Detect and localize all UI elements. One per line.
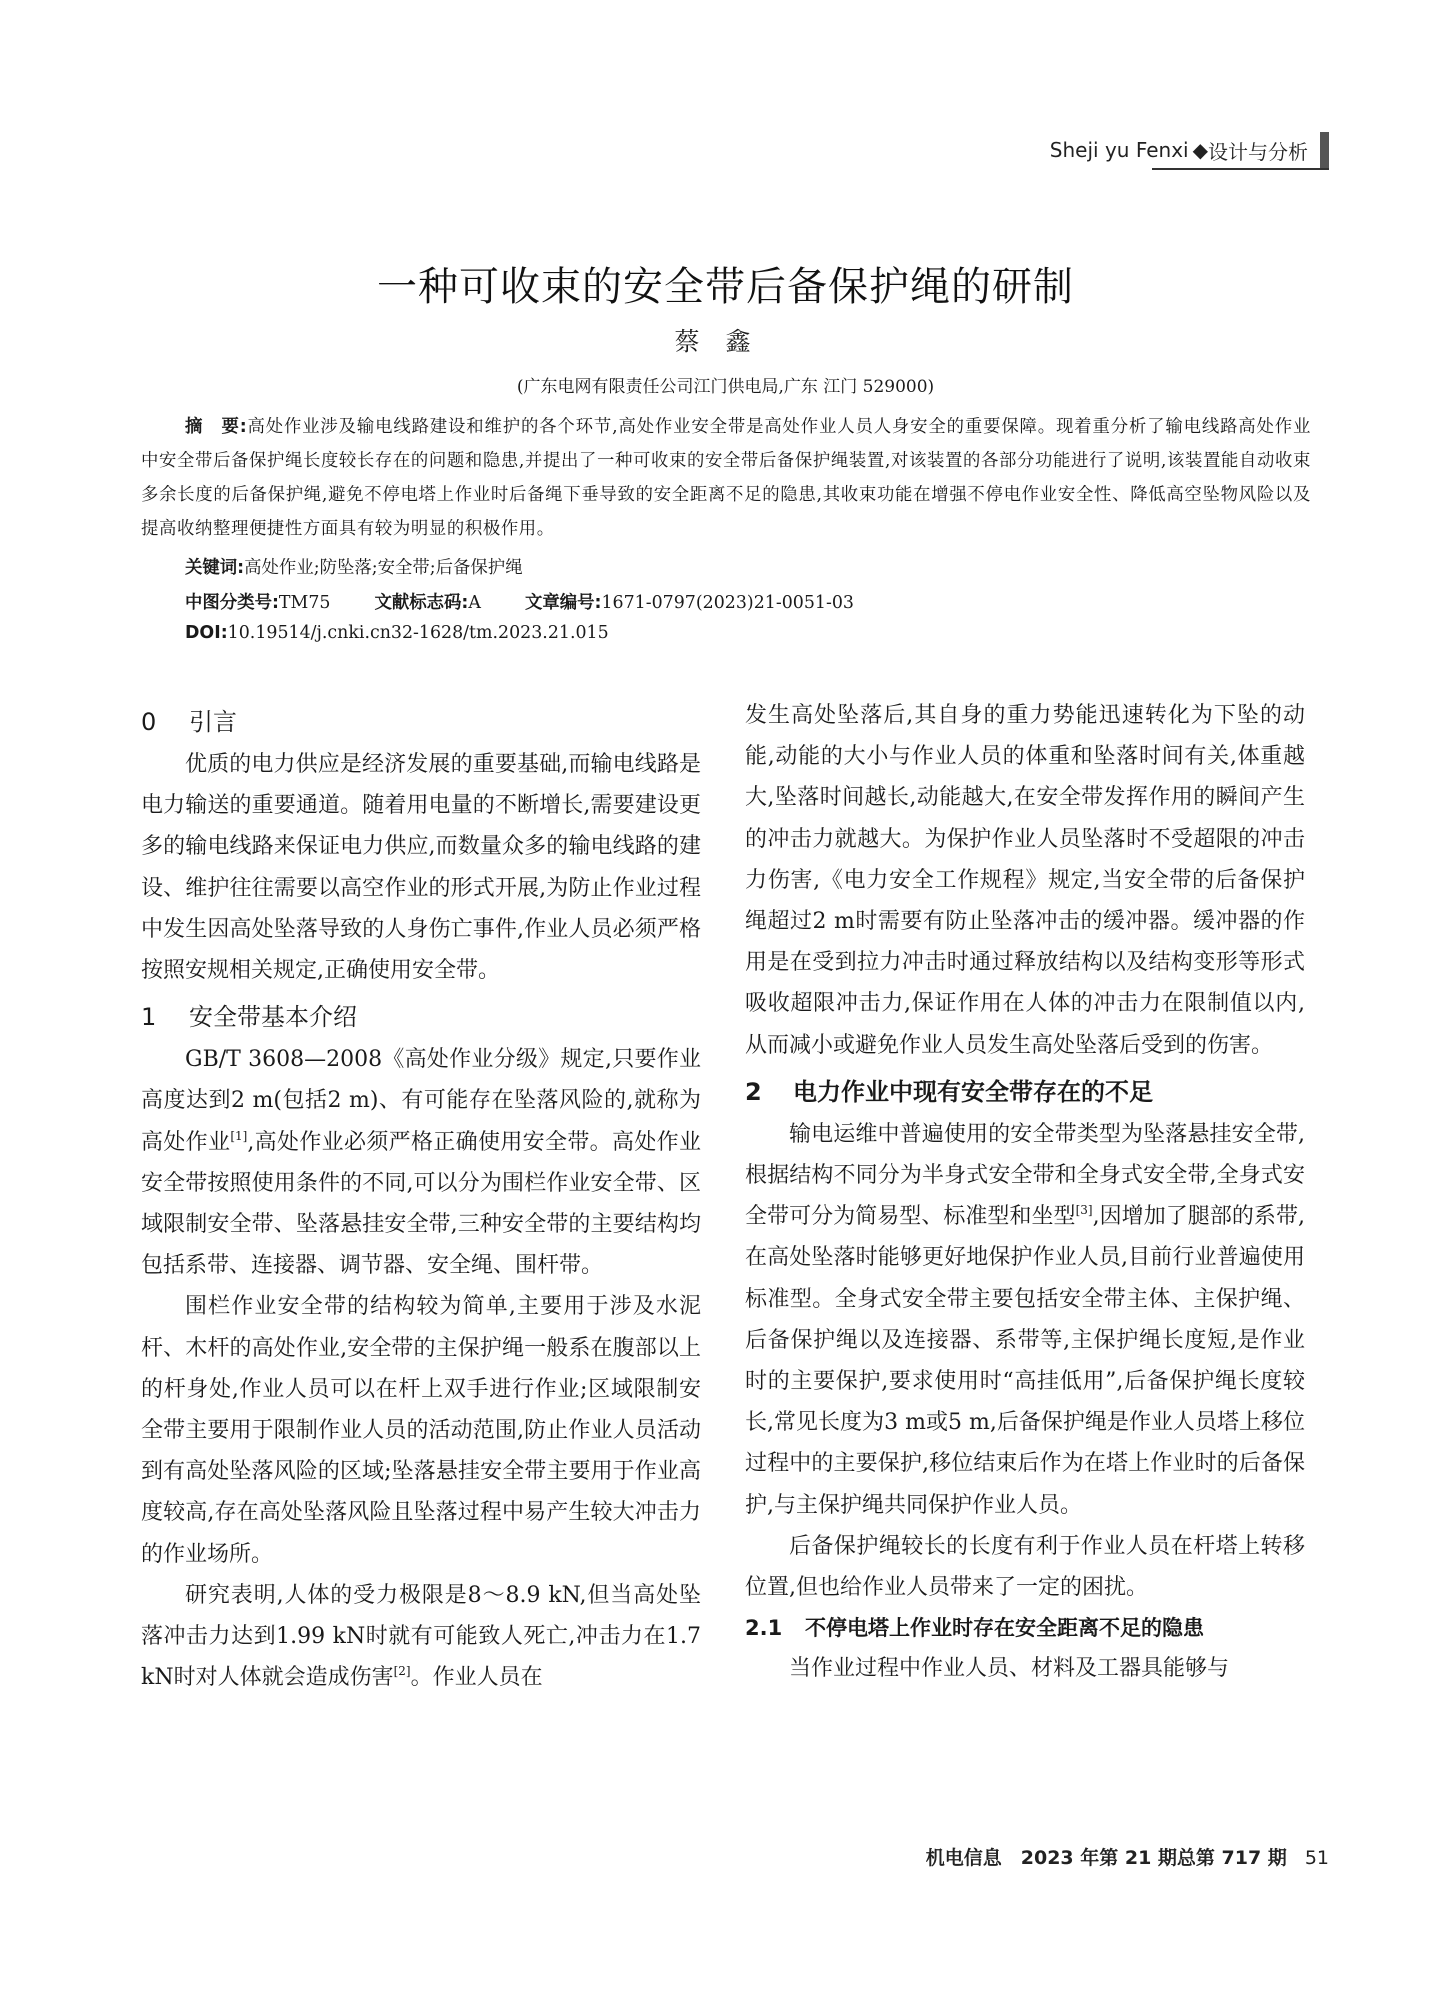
- section-name: 设计与分析: [1208, 139, 1308, 164]
- doc-code-value: A: [468, 593, 481, 613]
- section-1-number: 1: [141, 1003, 157, 1032]
- paragraph: 后备保护绳较长的长度有利于作业人员在杆塔上转移位置,但也给作业人员带来了一定的困扰。: [745, 1533, 1305, 1601]
- keywords: [185, 553, 523, 578]
- citation: [2]: [393, 1664, 411, 1679]
- paragraph: 当作业过程中作业人员、材料及工器具能够与: [789, 1656, 1230, 1682]
- section-2-1-number: 2.1: [745, 1616, 783, 1641]
- doc-code-label: 文献标志码:: [374, 593, 469, 613]
- abstract: [141, 410, 1311, 546]
- paragraph-text: 输电运维中普遍使用的安全带类型为坠落悬挂安全带,根据结构不同分为半身式安全带和全身式安全带,全身式安全带可分为简易型、标准型和坐型: [745, 1121, 1305, 1230]
- doi-label: DOI:: [185, 623, 228, 643]
- section-0-number: 0: [141, 708, 157, 736]
- paper-title: 一种可收束的安全带后备保护绳的研制: [377, 264, 1074, 310]
- paragraph: [745, 1114, 1305, 1526]
- header-bar: [1320, 132, 1329, 168]
- paragraph: [141, 1039, 701, 1286]
- section-2-1-title: 不停电塔上作业时存在安全距离不足的隐患: [805, 1616, 1204, 1641]
- keywords-text: 高处作业;防坠落;安全带;后备保护绳: [244, 558, 523, 578]
- page-footer: [926, 1843, 1329, 1870]
- affiliation: (广东电网有限责任公司江门供电局,广东 江门 529000): [516, 377, 935, 397]
- article-number-label: 文章编号:: [524, 593, 602, 613]
- running-header: [1050, 130, 1329, 170]
- section-2-number: 2: [745, 1077, 762, 1106]
- section-2-heading: [745, 1070, 1305, 1114]
- section-2-1-heading: [745, 1608, 1305, 1648]
- diamond-icon: ◆: [1192, 138, 1208, 162]
- citation: [1]: [230, 1128, 248, 1143]
- journal-pinyin: Sheji yu Fenxi: [1049, 138, 1189, 162]
- paragraph-text: ,因增加了腿部的系带,在高处坠落时能够更好地保护作业人员,目前行业普遍使用标准型。全身式安全带主要包括安全带主体、主保护绳、后备保护绳以及连接器、系带等,主保护绳长度短,是作业时的主要保护,要求使用时“高挂低用”,后备保护绳长度较长,常见长度为3 m或5 m,后备保护绳是作业人员塔上移位过程中的主要保护,移位结束后作为在塔上作业时的后备保护,与主保护绳共同保护作业人员。: [745, 1204, 1305, 1518]
- abstract-label: 摘 要:: [185, 417, 248, 437]
- clc-label: 中图分类号:: [185, 593, 279, 613]
- doi: [185, 623, 609, 643]
- section-1-heading: [141, 995, 701, 1039]
- classification: [185, 588, 854, 613]
- abstract-text: 高处作业涉及输电线路建设和维护的各个环节,高处作业安全带是高处作业人员人身安全的重要保障。现着重分析了输电线路高处作业中安全带后备保护绳长度较长存在的问题和隐患,并提出了一种可收束的安全带后备保护绳装置,对该装置的各部分功能进行了说明,该装置能自动收束多余长度的后备保护绳,避免不停电塔上作业时后备绳下垂导致的安全距离不足的隐患,其收束功能在增强不停电作业安全性、降低高空坠物风险以及提高收纳整理便捷性方面具有较为明显的积极作用。: [141, 417, 1311, 539]
- paragraph: [141, 1575, 701, 1699]
- paragraph: 优质的电力供应是经济发展的重要基础,而输电线路是电力输送的重要通道。随着用电量的不断增长,需要建设更多的输电线路来保证电力供应,而数量众多的输电线路的建设、维护往往需要以高空作业的形式开展,为防止作业过程中发生因高处坠落导致的人身伤亡事件,作业人员必须严格按照安规相关规定,正确使用安全带。: [141, 752, 701, 984]
- left-column: [141, 700, 701, 1698]
- keywords-label: 关键词:: [185, 558, 245, 578]
- section-2-title: 电力作业中现有安全带存在的不足: [793, 1077, 1153, 1106]
- article-number-value: 1671-0797(2023)21-0051-03: [601, 593, 854, 613]
- header-rule: [1152, 168, 1329, 170]
- footer-journal: 机电信息 2023 年第 21 期总第 717 期: [925, 1847, 1287, 1869]
- page-number: 51: [1304, 1847, 1329, 1869]
- section-1-title: 安全带基本介绍: [189, 1003, 357, 1032]
- citation: [3]: [1075, 1203, 1093, 1218]
- right-column: [745, 695, 1305, 1689]
- clc-value: TM75: [278, 593, 331, 613]
- section-0-heading: [141, 700, 701, 744]
- paragraph-text: 。作业人员在: [410, 1665, 543, 1691]
- paragraph-text: GB/T 3608—2008《高处作业分级》规定,只要作业高度达到2 m(包括2 m)、有可能存在坠落风险的,就称为高处作业: [141, 1047, 701, 1155]
- doi-value: 10.19514/j.cnki.cn32-1628/tm.2023.21.015: [227, 623, 609, 643]
- section-0-title: 引言: [189, 708, 237, 736]
- paragraph-text: 研究表明,人体的受力极限是8～8.9 kN,但当高处坠落冲击力达到1.99 kN时就有可能致人死亡,冲击力在1.7 kN时对人体就会造成伤害: [141, 1582, 701, 1691]
- paragraph: 发生高处坠落后,其自身的重力势能迅速转化为下坠的动能,动能的大小与作业人员的体重和坠落时间有关,体重越大,坠落时间越长,动能越大,在安全带发挥作用的瞬间产生的冲击力就越大。为保护作业人员坠落时不受超限的冲击力伤害,《电力安全工作规程》规定,当安全带的后备保护绳超过2 m时需要有防止坠落冲击的缓冲器。缓冲器的作用是在受到拉力冲击时通过释放结构以及结构变形等形式吸收超限冲击力,保证作用在人体的冲击力在限制值以内,从而减小或避免作业人员发生高处坠落后受到的伤害。: [745, 703, 1305, 1058]
- paragraph: 围栏作业安全带的结构较为简单,主要用于涉及水泥杆、木杆的高处作业,安全带的主保护绳一般系在腹部以上的杆身处,作业人员可以在杆上双手进行作业;区域限制安全带主要用于限制作业人员的活动范围,防止作业人员活动到有高处坠落风险的区域;坠落悬挂安全带主要用于作业高度较高,存在高处坠落风险且坠落过程中易产生较大冲击力的作业场所。: [141, 1294, 701, 1567]
- paragraph-text: ,高处作业必须严格正确使用安全带。高处作业安全带按照使用条件的不同,可以分为围栏作业安全带、区域限制安全带、坠落悬挂安全带,三种安全带的主要结构均包括系带、连接器、调节器、安全绳、围杆带。: [141, 1129, 701, 1279]
- author: 蔡鑫: [674, 327, 777, 356]
